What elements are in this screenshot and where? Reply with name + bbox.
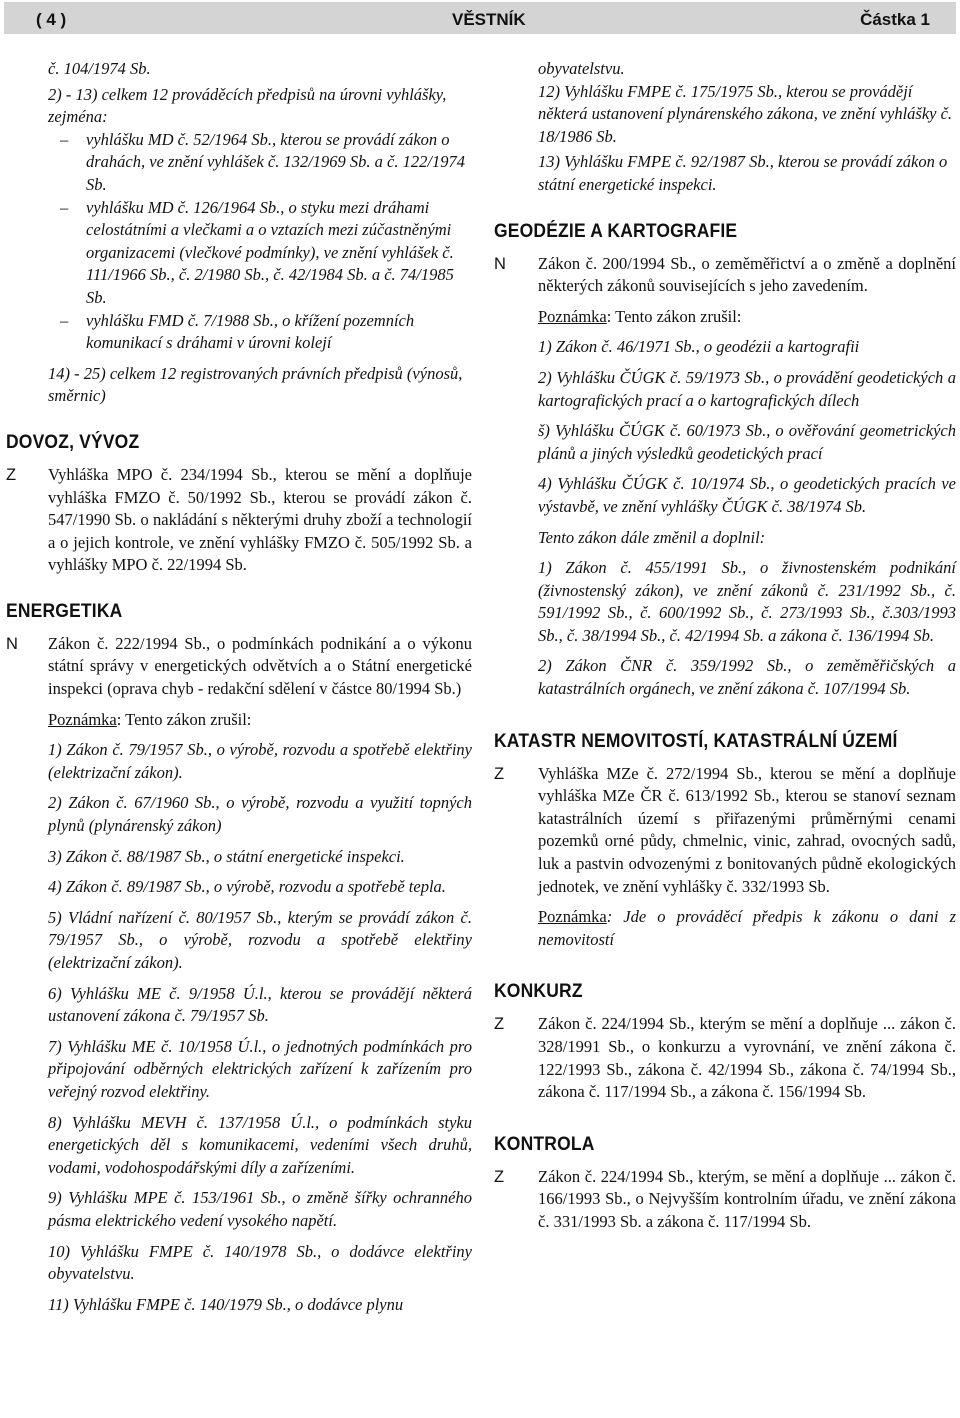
left-column xyxy=(6,58,472,1316)
entry-tag: Z xyxy=(494,764,505,783)
entry-energetika xyxy=(6,633,472,1316)
dash-item: – vyhlášku MD č. 126/1964 Sb., o styku mezi dráhami celostátními a vlečkami a o vztazích mezi zúčastněnými organizacemi (vlečkové podmínky), ve znění vyhlášek č. 111/1966 Sb., č. 2/1980 Sb., č. 42/1984 Sb. a č. 74/1985 Sb. xyxy=(60,197,472,310)
entry-katastr xyxy=(494,763,956,952)
list-item: 2) Zákon ČNR č. 359/1992 Sb., o zeměměřičských a katastrálních orgánech, ve znění zákona č. 107/1994 Sb. xyxy=(538,656,956,699)
entry-text: Vyhláška MZe č. 272/1994 Sb., kterou se mění a doplňuje vyhláška MZe ČR č. 613/1992 Sb., kterou se stanoví seznam katastrálních území s přiřazenými průměrnými cenami pozemků orné půdy, chmelnic, vinic, zahrad, ovocných sadů, luk a pastvin odvozenými z bonitovaných půdně ekologických jednotek, ve znění vyhlášky č. 332/1993 Sb. xyxy=(538,763,956,896)
list-item: 13) Vyhlášku FMPE č. 92/1987 Sb., kterou se provádí zákon o státní energetické inspekci. xyxy=(538,152,948,194)
journal-title: VĚSTNÍK xyxy=(452,10,526,29)
entry-text: Zákon č. 224/1994 Sb., kterým se mění a doplňuje ... zákon č. 328/1991 Sb., o konkurzu a vyrovnání, ve znění zákona č. 122/1993 Sb., zákona č. 42/1994 Sb., zákona č. 74/1994 Sb., zákona č. 117/1994 Sb., a zákona č. 156/1994 Sb. xyxy=(538,1014,956,1102)
entry-tag: Z xyxy=(494,1015,505,1034)
note-text: : Tento zákon zrušil: xyxy=(606,306,742,326)
issue-part: Částka 1 xyxy=(860,10,930,29)
list-item: 2) Vyhlášku ČÚGK č. 59/1973 Sb., o provádění geodetických a kartografických prací a o kartografických dílech xyxy=(538,367,956,410)
list-item: 3) Zákon č. 88/1987 Sb., o státní energetické inspekci. xyxy=(48,846,405,866)
list-item: 5) Vládní nařízení č. 80/1957 Sb., kterým se provádí zákon č. 79/1957 Sb., o výrobě, rozvodu a spotřebě elektřiny (elektrizační zákon). xyxy=(48,907,472,972)
amendment-intro: Tento zákon dále změnil a doplnil: xyxy=(538,527,766,547)
entry-tag: N xyxy=(6,634,18,653)
page-number: ( 4 ) xyxy=(36,10,67,29)
section-heading-konkurz: KONKURZ xyxy=(494,981,583,1003)
list-item: 8) Vyhlášku MEVH č. 137/1958 Ú.l., o podmínkách styku energetických děl s komunikacemi, vedeními všech druhů, vodami, vodohospodářskými díly a zařízeními. xyxy=(48,1112,472,1177)
entry-kontrola xyxy=(494,1166,956,1234)
entry-tag: Z xyxy=(494,1167,505,1186)
note-label: Poznámka xyxy=(538,907,607,927)
list-item: 4) Zákon č. 89/1987 Sb., o výrobě, rozvodu a spotřebě tepla. xyxy=(48,877,446,897)
list-item: š) Vyhlášku ČÚGK č. 60/1973 Sb., o ověřování geometrických plánů a jiných výsledků geodetických prací xyxy=(538,421,956,463)
list-item: 2) - 13) celkem 12 prováděcích předpisů na úrovni vyhlášky, zejména: xyxy=(48,84,447,127)
list-item: 6) Vyhlášku ME č. 9/1958 Ú.l., kterou se provádějí některá ustanovení zákona č. 79/1957 Sb. xyxy=(48,983,472,1026)
entry-konkurz xyxy=(494,1013,956,1103)
right-column xyxy=(494,58,956,1234)
note xyxy=(538,306,956,329)
section-heading-katastr: KATASTR NEMOVITOSTÍ, KATASTRÁLNÍ ÚZEMÍ xyxy=(494,730,898,752)
entry-dovoz xyxy=(6,464,472,577)
entry-text: Zákon č. 200/1994 Sb., o zeměměřictví a o změně a doplnění některých zákonů souvisejících s jeho zavedením. xyxy=(538,253,956,296)
list-item: 11) Vyhlášku FMPE č. 140/1979 Sb., o dodávce plynu xyxy=(48,1294,404,1314)
section-heading-dovoz: DOVOZ, VÝVOZ xyxy=(6,431,140,453)
list-item: 7) Vyhlášku ME č. 10/1958 Ú.l., o jednotných podmínkách pro připojování odběrných elektrických zařízení k zařízením pro veřejný rozvod elektřiny. xyxy=(48,1036,472,1101)
note-label: Poznámka xyxy=(538,306,607,326)
page-header xyxy=(4,2,956,34)
entry-tag: N xyxy=(494,254,506,273)
entry-text: Vyhláška MPO č. 234/1994 Sb., kterou se mění a doplňuje vyhláška FMZO č. 50/1992 Sb., kterou se provádí zákon č. 547/1990 Sb. o nakládání s některými druhy zboží a technologií a o jejich kontrole, ve znění vyhlášky FMZO č. 505/1992 Sb. a vyhlášky MPO č. 22/1994 Sb. xyxy=(48,464,472,575)
note xyxy=(48,709,472,732)
section-heading-energetika: ENERGETIKA xyxy=(6,600,123,622)
note-text: : Jde o prováděcí předpis k zákonu o dani z nemovitostí xyxy=(538,907,956,949)
note xyxy=(538,906,956,951)
list-item: 9) Vyhlášku MPE č. 153/1961 Sb., o změně šířky ochranného pásma elektrického vedení vysokého napětí. xyxy=(48,1188,472,1230)
entry-text: Zákon č. 224/1994 Sb., kterým, se mění a doplňuje ... zákon č. 166/1993 Sb., o Nejvyšším kontrolním úřadu, ve znění zákona č. 331/1993 Sb. a zákona č. 117/1994 Sb. xyxy=(538,1166,956,1231)
list-item: 10) Vyhlášku FMPE č. 140/1978 Sb., o dodávce elektřiny obyvatelstvu. xyxy=(48,1241,472,1284)
list-item: č. 104/1974 Sb. xyxy=(48,59,151,78)
dash-item: – vyhlášku FMD č. 7/1988 Sb., o křížení pozemních komunikací s dráhami v úrovni kolejí xyxy=(60,310,472,355)
entry-text: Zákon č. 222/1994 Sb., o podmínkách podnikání a o výkonu státní správy v energetických odvětvích a o Státní energetické inspekci (oprava chyb - redakční sdělení v částce 80/1994 Sb.) xyxy=(48,633,472,699)
list-item: 1) Zákon č. 455/1991 Sb., o živnostenském podnikání (živnostenský zákon), ve znění zákonů č. 231/1992 Sb., č. 591/1992 Sb., č. 600/1992 Sb., č. 273/1993 Sb., č.303/1993 Sb., č. 38/1994 Sb., č. 42/1994 Sb. a zákona č. 136/1994 Sb. xyxy=(538,558,956,645)
entry-tag: Z xyxy=(6,465,17,484)
note-text: : Tento zákon zrušil: xyxy=(116,709,252,729)
list-item: 14) - 25) celkem 12 registrovaných právních předpisů (výnosů, směrnic) xyxy=(48,363,463,406)
continued-list xyxy=(6,58,472,408)
entry-geodezie xyxy=(494,253,956,701)
section-heading-geodezie: GEODÉZIE A KARTOGRAFIE xyxy=(494,220,738,242)
list-item: obyvatelstvu. xyxy=(538,59,625,78)
list-item: 4) Vyhlášku ČÚGK č. 10/1974 Sb., o geodetických pracích ve výstavbě, ve znění vyhlášky ČÚGK č. 38/1974 Sb. xyxy=(538,474,956,516)
list-item: 1) Zákon č. 79/1957 Sb., o výrobě, rozvodu a spotřebě elektřiny (elektrizační zákon). xyxy=(48,740,472,782)
note-label: Poznámka xyxy=(48,709,117,729)
list-item: 12) Vyhlášku FMPE č. 175/1975 Sb., kterou se provádějí některá ustanovení plynárenského zákona, ve znění vyhlášky č. 18/1986 Sb. xyxy=(538,81,953,146)
list-item: 2) Zákon č. 67/1960 Sb., o výrobě, rozvodu a využití topných plynů (plynárenský zákon) xyxy=(48,793,472,836)
dash-item: – vyhlášku MD č. 52/1964 Sb., kterou se provádí zákon o drahách, ve znění vyhlášek č. 132/1969 Sb. a č. 122/1974 Sb. xyxy=(60,129,472,197)
continued-list xyxy=(494,58,956,197)
list-item: 1) Zákon č. 46/1971 Sb., o geodézii a kartografii xyxy=(538,337,860,357)
section-heading-kontrola: KONTROLA xyxy=(494,1133,595,1155)
